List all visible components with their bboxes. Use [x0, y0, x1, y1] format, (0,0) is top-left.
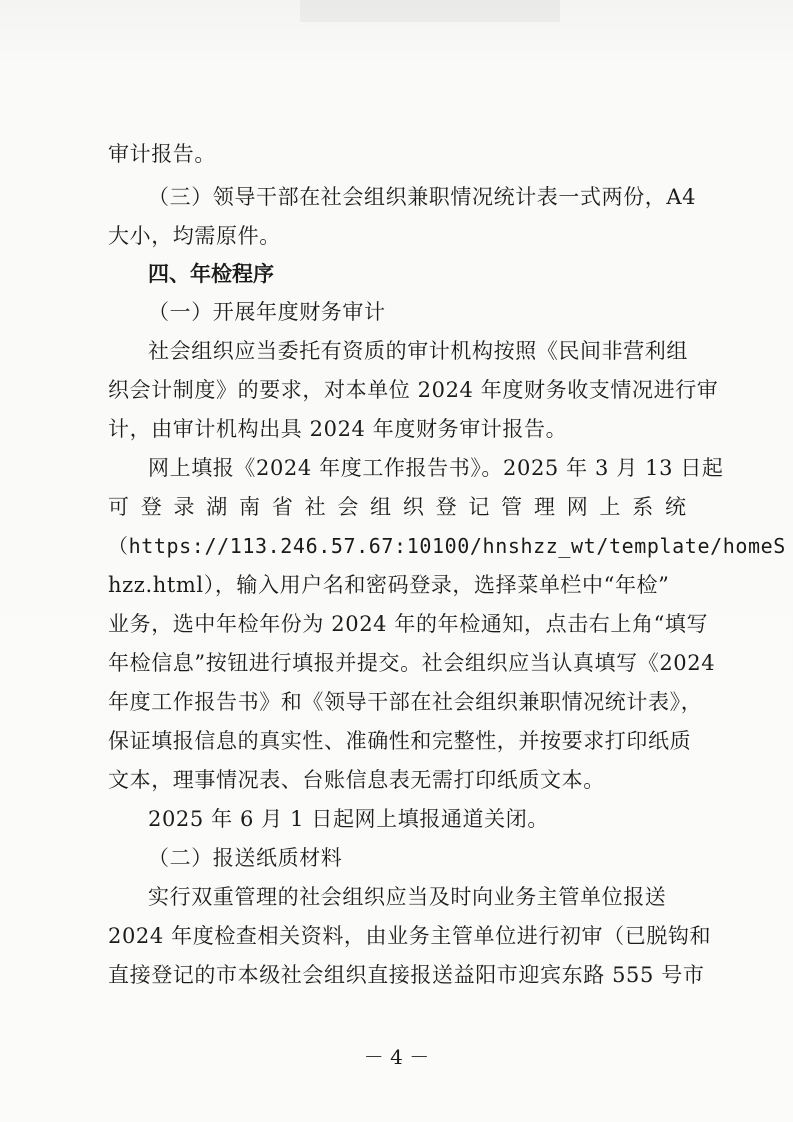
paragraph-line: 计，由审计机构出具 2024 年度财务审计报告。: [108, 417, 568, 441]
paragraph-line: 2024 年度检查相关资料，由业务主管单位进行初审（已脱钩和: [108, 924, 712, 948]
section-heading: 四、年检程序: [148, 262, 274, 286]
paragraph-line: 文本，理事情况表、台账信息表无需打印纸质文本。: [108, 768, 605, 792]
paragraph-line: 织会计制度》的要求，对本单位 2024 年度财务收支情况进行审: [108, 378, 719, 402]
subsection-heading: （二）报送纸质材料: [148, 846, 343, 870]
paragraph-line: hzz.html），输入用户名和密码登录，选择菜单栏中“年检”: [108, 573, 670, 597]
url-line: （https://113.246.57.67:10100/hnshzz_wt/template/homeS: [108, 534, 786, 558]
subsection-heading: （一）开展年度财务审计: [148, 300, 386, 324]
paragraph-line: 大小，均需原件。: [108, 224, 281, 248]
paragraph-line: 2025 年 6 月 1 日起网上填报通道关闭。: [148, 807, 549, 831]
paragraph-line: 网上填报《2024 年度工作报告书》。2025 年 3 月 13 日起: [148, 456, 724, 480]
paragraph-line: 实行双重管理的社会组织应当及时向业务主管单位报送: [148, 885, 667, 909]
paragraph-line: 保证填报信息的真实性、准确性和完整性，并按要求打印纸质: [108, 729, 692, 753]
paragraph-line: 可登录湖南省社会组织登记管理网上系统: [108, 495, 686, 519]
paragraph-line: （三）领导干部在社会组织兼职情况统计表一式两份，A4: [148, 185, 697, 209]
page-number: － 4 －: [363, 1045, 430, 1069]
scan-bleed-mark: [300, 0, 560, 22]
paragraph-line: 社会组织应当委托有资质的审计机构按照《民间非营利组: [148, 339, 688, 363]
paragraph-line: 直接登记的市本级社会组织直接报送益阳市迎宾东路 555 号市: [108, 963, 705, 987]
paragraph-line: 年检信息”按钮进行填报并提交。社会组织应当认真填写《2024: [108, 651, 716, 675]
paragraph-line: 年度工作报告书》和《领导干部在社会组织兼职情况统计表》，: [108, 690, 703, 714]
paragraph-line: 业务，选中年检年份为 2024 年的年检通知，点击右上角“填写: [108, 612, 709, 636]
paragraph-line: 审计报告。: [108, 142, 216, 166]
